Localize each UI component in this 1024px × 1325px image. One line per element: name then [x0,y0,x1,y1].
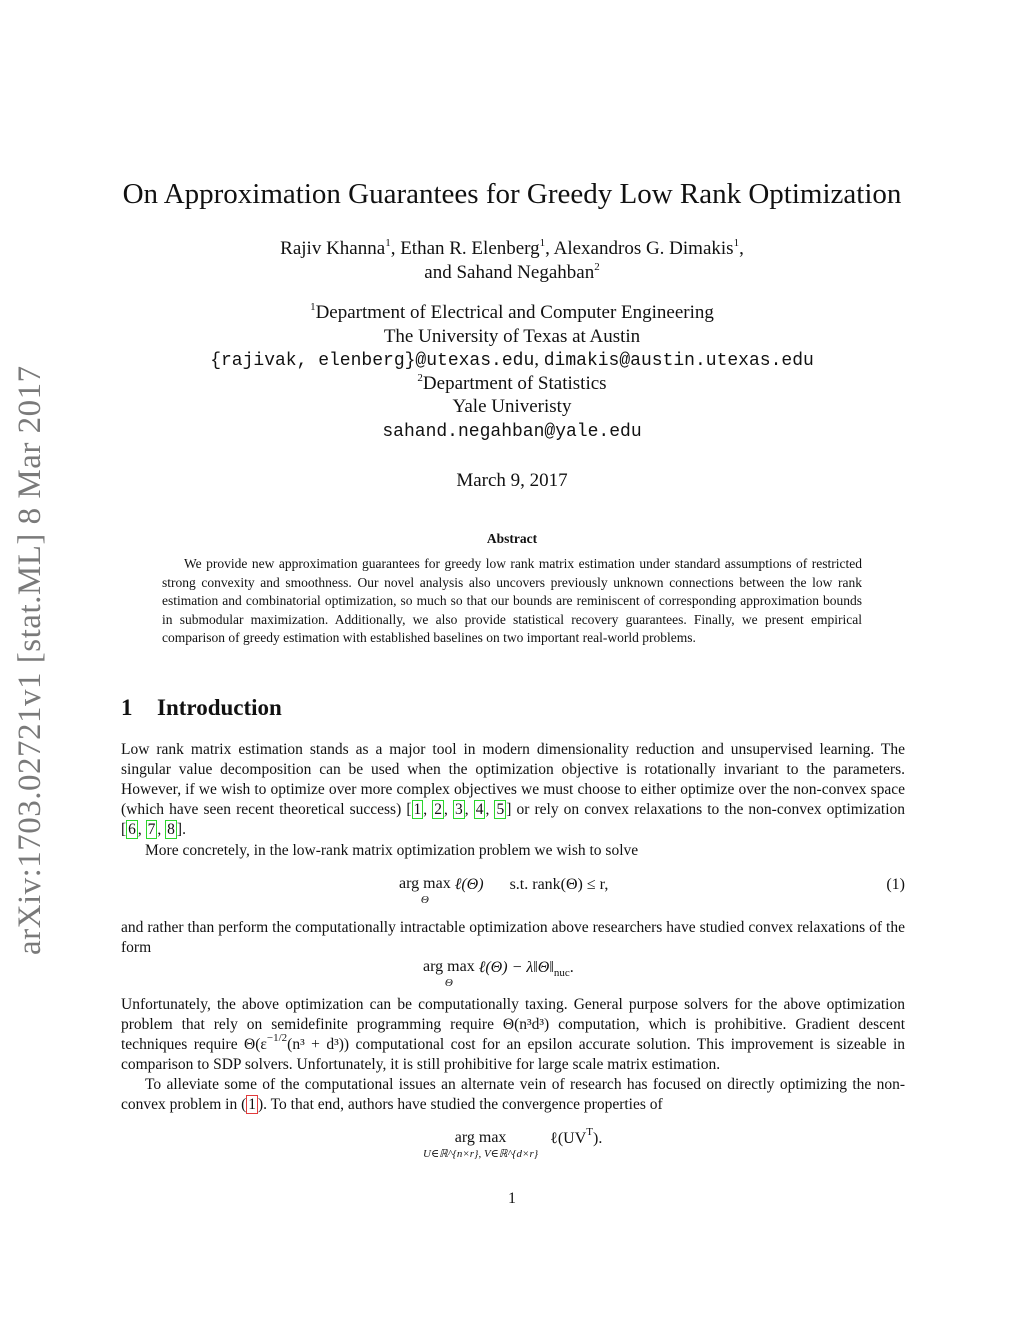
email-1a: {rajivak, elenberg}@utexas.edu [210,351,535,371]
section-title: Introduction [157,695,282,720]
citation[interactable]: 6 [128,821,136,838]
paragraph-2: More concretely, in the low-rank matrix optimization problem we wish to solve [145,842,639,859]
paper-date: March 9, 2017 [456,470,568,491]
abstract-heading: Abstract [486,531,538,546]
section-number: 1 [121,695,133,720]
citation[interactable]: 7 [147,821,156,838]
author-2: Ethan R. Elenberg [400,238,540,259]
citation[interactable]: 3 [454,801,463,818]
paragraph-4: Unfortunately, the above optimization can be computationally taxing. General purpose solvers for the above optimization problem that rely on semidefinite programming require Θ(n³d³) computation, which is prohibitive. Gradient descent techniques require $\Theta(\varepsilon^{-1/2}(n^3 + d^3))$ computational cost for an epsilon accurate solution. This improvement is sizeable in comparison to SDP solvers. Unfortunately, it is still prohibitive for large scale matrix estimation. [121,996,905,1073]
author-line-1: Rajiv Khanna$^1$, Ethan R. Elenberg$^1$, Alexandros G. Dimakis$^1$, [280,237,744,259]
affiliation-2: $^2$Department of Statistics [417,372,607,394]
author-3: Alexandros G. Dimakis [553,238,734,259]
section-heading [121,695,282,721]
author-line-2: and Sahand Negahban$^2$ [424,261,600,283]
arxiv-stamp: arXiv:1703.02721v1 [stat.ML] 8 Mar 2017 [12,365,48,955]
affiliation-1: $^1$Department of Electrical and Computer Engineering [310,301,714,323]
citation[interactable]: 5 [496,801,505,818]
paragraph-1: Low rank matrix estimation stands as a major tool in modern dimensionality reduction and unsupervised learning. The singular value decomposition can be used when the optimization objective is rotationally invariant to the parameters. However, if we wish to optimize over more complex objectives we must choose to either optimize over the non-convex space (which have seen recent theoretical success) [ 1 , 2 , 3 , 4 , 5 ] or rely on convex relaxations to the non-convex optimization [ 6 , 7 , 8 ]. [121,741,906,838]
equation-reference[interactable]: 1 [248,1096,257,1113]
email-2: sahand.negahban@yale.edu [382,422,642,442]
equation-number: (1) [886,876,905,893]
author-1: Rajiv Khanna [280,238,386,259]
page-number: 1 [508,1190,516,1207]
citation[interactable]: 4 [475,801,484,818]
emails-1: {rajivak, elenberg}@utexas.edu, dimakis@austin.utexas.edu [210,349,814,371]
citation[interactable]: 1 [413,801,422,818]
affiliation-2-univ: Yale Univeristy [452,396,572,417]
email-1b: dimakis@austin.utexas.edu [543,351,814,371]
paragraph-5: To alleviate some of the computational issues an alternate vein of research has focused on directly optimizing the non-convex problem in ( 1 ). To that end, authors have studied the convergence properties of [121,1076,905,1113]
abstract-text: We provide new approximation guarantees for greedy low rank matrix estimation under standard assumptions of restricted strong convexity and smoothness. Our novel analysis also uncovers previously unknown connections between the low rank estimation and combinatorial optimization, so much so that our bounds are reminiscent of corresponding approximation bounds in submodular maximization. Additionally, we also provide statistical recovery guarantees. Finally, we present empirical comparison of greedy estimation with established baselines on two important real-world problems. [162,556,862,646]
paragraph-3: and rather than perform the computationally intractable optimization above researchers have studied convex relaxations of the form [121,919,905,956]
citation[interactable]: 8 [167,821,175,838]
paper-page: arXiv:1703.02721v1 [stat.ML] 8 Mar 2017 On Approximation Guarantees for Greedy Low Rank Optimization Rajiv Khanna$^1$, Ethan R. Elenberg$^1$, Alexandros G. Dimakis$^1$, and Sahand Negahban$^2$ $^1$Department of Electrical and Computer Engineering The University of Texas at Austin {rajivak, elenberg}@utexas.edu, dimakis@austin.utexas.edu $^2$Department of Statistics Yale Univeristy sahand.negahban@yale.edu March 9, 2017 Abstract We provide new approximation guarantees for greedy low rank matrix estimation under standard assumptions of restricted strong convexity and smoothness. Our novel analysis also uncovers previously unknown connections between the low rank estimation and combinatorial optimization, so much so that our bounds are reminiscent of corresponding approximation bounds in submodular maximization. Additionally, we also provide statistical recovery guarantees. Finally, we present empirical comparison of greedy estimation with established baselines on two important real-world problems. 1 Introduction Low rank matrix estimation stands as a major tool in modern dimensionality reduction and unsupervised learning. The singular value decomposition can be used when the optimization objective is rotationally invariant to the parameters. However, if we wish to optimize over more complex objectives we must choose to either optimize over the non-convex space (which have seen recent theoretical success) [ 1 , 2 , 3 , 4 , 5 ] or rely on convex relaxations to the non-convex optimization [ 6 , 7 , 8 ]. More concretely, in the low-rank matrix optimization problem we wish to solve arg max Θ ℓ(Θ) s.t. rank(Θ) ≤ r, (1) and rather than perform the computationally intractable optimization above researchers have studied convex relaxations of the form arg max Θ ℓ(Θ) − $\lambda‖\Theta‖_{nuc}$. Unfortunately, the above optimization can be computationally taxing. General purpose solvers for the above optimization problem that rely on semidefinite programming require Θ(n³d³) computation, which is prohibitive. Gradient descent techniques require $\Theta(\varepsilon^{-1/2}(n^3 + d^3))$ computational cost for an epsilon accurate solution. This improvement is sizeable in comparison to SDP solvers. Unfortunately, it is still prohibitive for large scale matrix estimation. To alleviate some of the computational issues an alternate vein of research has focused on directly optimizing the non-convex problem in ( 1 ). To that end, authors have studied the convergence properties of arg max U∈ℝ^{n×r}, V∈ℝ^{d×r} $\ell(UV^T)$. 1 [0,0,1024,1325]
author-4: Sahand Negahban [456,262,595,283]
affiliation-1-univ: The University of Texas at Austin [383,326,641,347]
citation[interactable]: 2 [434,801,442,818]
paper-title: On Approximation Guarantees for Greedy Low Rank Optimization [122,178,902,210]
